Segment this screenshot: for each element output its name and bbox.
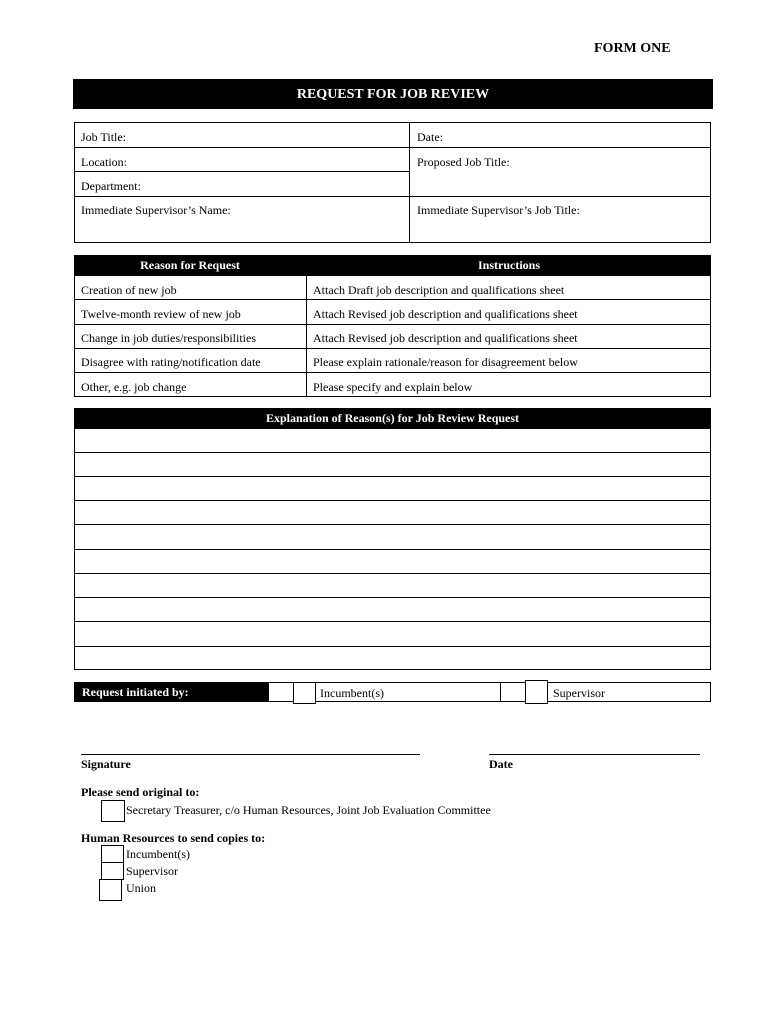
instruction-twelve-month: Attach Revised job description and qualifications sheet [313, 307, 578, 321]
incumbent-label: Incumbent(s) [320, 686, 384, 700]
copy-supervisor-label: Supervisor [126, 864, 178, 878]
department-field[interactable]: Department: [81, 179, 141, 193]
signature-line[interactable] [81, 754, 420, 755]
initiated-label: Request initiated by: [74, 682, 268, 702]
reason-change-duties: Change in job duties/responsibilities [81, 331, 256, 345]
copy-supervisor-checkbox[interactable] [101, 862, 124, 880]
instructions-column-header: Instructions [307, 255, 711, 275]
location-field[interactable]: Location: [81, 155, 127, 169]
copy-incumbent-label: Incumbent(s) [126, 847, 190, 861]
info-table [74, 122, 711, 243]
instruction-change-duties: Attach Revised job description and qualifications sheet [313, 331, 578, 345]
incumbent-checkbox[interactable] [293, 682, 316, 704]
form-number: FORM ONE [594, 41, 671, 56]
instruction-disagree: Please explain rationale/reason for disagreement below [313, 355, 578, 369]
reason-disagree: Disagree with rating/notification date [81, 355, 261, 369]
explanation-header: Explanation of Reason(s) for Job Review Request [74, 408, 711, 428]
signature-label: Signature [81, 757, 131, 771]
secretary-label: Secretary Treasurer, c/o Human Resources, Joint Job Evaluation Committee [126, 803, 491, 817]
instruction-other: Please specify and explain below [313, 380, 473, 394]
date-field[interactable]: Date: [417, 130, 443, 144]
send-original-heading: Please send original to: [81, 785, 200, 799]
copy-incumbent-checkbox[interactable] [101, 845, 124, 863]
supervisor-job-title-field[interactable]: Immediate Supervisor’s Job Title: [417, 203, 580, 217]
reasons-table [74, 255, 711, 397]
date-line[interactable] [489, 754, 700, 755]
reason-twelve-month: Twelve-month review of new job [81, 307, 241, 321]
reason-other: Other, e.g. job change [81, 380, 187, 394]
form-title: REQUEST FOR JOB REVIEW [73, 79, 713, 109]
instruction-new-job: Attach Draft job description and qualifications sheet [313, 283, 565, 297]
job-title-field[interactable]: Job Title: [81, 130, 127, 144]
secretary-checkbox[interactable] [101, 800, 125, 822]
reason-column-header: Reason for Request [74, 255, 306, 275]
proposed-job-title-field[interactable]: Proposed Job Title: [417, 155, 510, 169]
reason-new-job: Creation of new job [81, 283, 177, 297]
supervisor-checkbox[interactable] [525, 680, 548, 704]
explanation-table[interactable] [74, 408, 711, 670]
date-label: Date [489, 757, 513, 771]
copy-union-checkbox[interactable] [99, 879, 122, 901]
copy-union-label: Union [126, 881, 156, 895]
copies-heading: Human Resources to send copies to: [81, 831, 266, 845]
supervisor-name-field[interactable]: Immediate Supervisor’s Name: [81, 203, 231, 217]
supervisor-label: Supervisor [553, 686, 605, 700]
